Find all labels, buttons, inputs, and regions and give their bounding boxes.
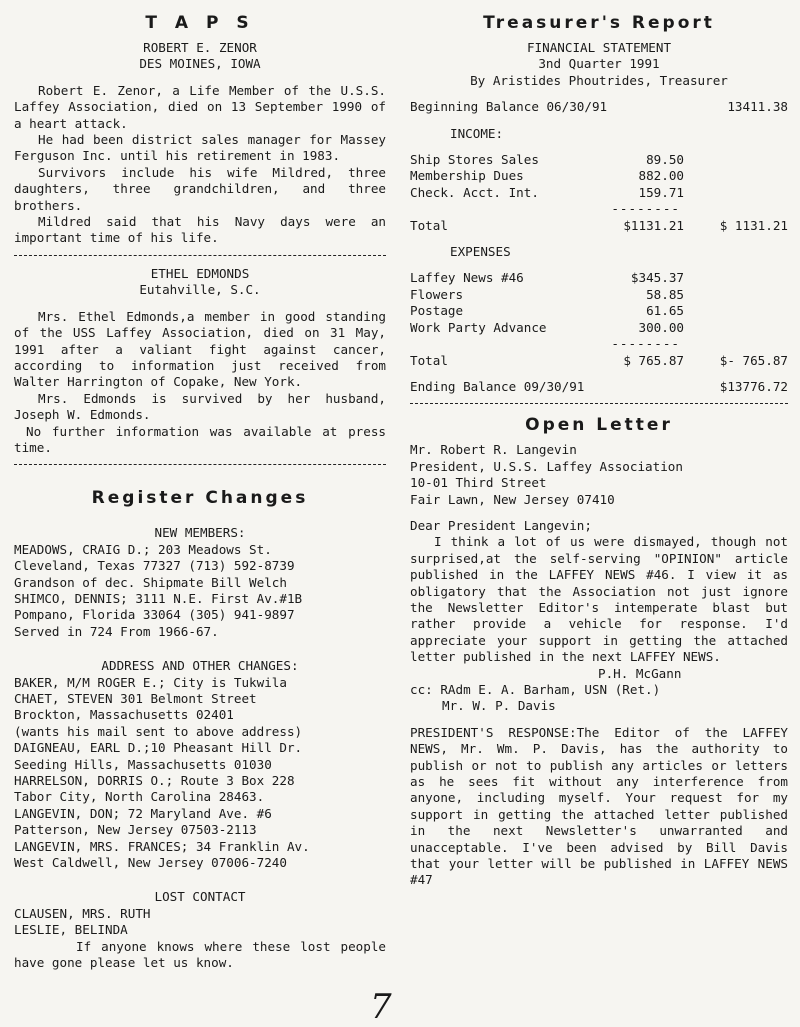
row-label: Ending Balance 09/30/91 xyxy=(410,378,585,394)
row-label: Work Party Advance xyxy=(410,319,547,335)
address-line: Mr. Robert R. Langevin xyxy=(410,442,577,458)
list-item: BAKER, M/M ROGER E.; City is Tukwila xyxy=(14,674,287,690)
row-value: 300.00 xyxy=(638,319,684,335)
zenor-name: ROBERT E. ZENOR xyxy=(143,40,257,55)
list-item: Seeding Hills, Massachusetts 01030 xyxy=(14,756,272,772)
edmonds-paragraph: Mrs. Ethel Edmonds,a member in good standing of the USS Laffey Association, died on 31 May, 1991 after a valiant fight against cancer, according to information just received from Walter Harrington of Copake, New York. xyxy=(14,308,386,390)
row-value: 58.85 xyxy=(646,286,684,302)
right-column xyxy=(410,10,788,889)
register-changes-heading: Register Changes xyxy=(91,488,309,509)
list-item: West Caldwell, New Jersey 07006-7240 xyxy=(14,855,287,871)
row-label: Flowers xyxy=(410,286,464,302)
treasurer-report-heading: Treasurer's Report xyxy=(483,13,715,33)
separator-line: -------- xyxy=(611,201,680,217)
row-value: 89.50 xyxy=(646,152,684,168)
open-letter-heading: Open Letter xyxy=(525,415,673,436)
beginning-balance-row xyxy=(410,99,788,115)
row-value: $345.37 xyxy=(630,270,684,286)
table-row xyxy=(410,320,788,336)
row-label: Ship Stores Sales xyxy=(410,152,539,168)
new-members-heading: NEW MEMBERS: xyxy=(154,525,246,541)
list-item: Grandson of dec. Shipmate Bill Welch xyxy=(14,574,287,590)
zenor-place: DES MOINES, IOWA xyxy=(139,56,261,72)
row-label: Laffey News #46 xyxy=(410,270,524,286)
address-line: Fair Lawn, New Jersey 07410 xyxy=(410,491,615,507)
list-item: (wants his mail sent to above address) xyxy=(14,723,303,739)
financial-statement-title: FINANCIAL STATEMENT xyxy=(526,40,672,55)
zenor-paragraph: Mildred said that his Navy days were an important time of his life. xyxy=(14,214,386,246)
row-label: Postage xyxy=(410,303,464,319)
edmonds-paragraph: Mrs. Edmonds is survived by her husband, Joseph W. Edmonds. xyxy=(14,390,386,423)
row-value: 61.65 xyxy=(646,303,684,319)
address-changes-heading: ADDRESS AND OTHER CHANGES: xyxy=(101,658,299,674)
table-row xyxy=(410,168,788,184)
taps-heading: T A P S xyxy=(145,13,255,33)
list-item: LANGEVIN, DON; 72 Maryland Ave. #6 xyxy=(14,805,272,821)
row-value: $1131.21 xyxy=(623,217,684,233)
quarter-line: 3nd Quarter 1991 xyxy=(538,56,660,72)
row-label: Beginning Balance 06/30/91 xyxy=(410,99,608,115)
list-item: LANGEVIN, MRS. FRANCES; 34 Franklin Av. xyxy=(14,838,310,854)
row-label: Total xyxy=(410,352,448,368)
list-item: CHAET, STEVEN 301 Belmont Street xyxy=(14,691,257,706)
row-value: 13411.38 xyxy=(727,99,788,115)
row-label: Check. Acct. Int. xyxy=(410,184,539,200)
zenor-paragraph: Survivors include his wife Mildred, three daughters, three grandchildren, and three brothers. xyxy=(14,164,386,213)
list-item: MEADOWS, CRAIG D.; 203 Meadows St. xyxy=(14,541,272,557)
list-item: CLAUSEN, MRS. RUTH xyxy=(14,905,151,921)
recipient-address xyxy=(410,442,788,508)
zenor-paragraph: Robert E. Zenor, a Life Member of the U.S.S. Laffey Association, died on 13 September 1990 of a heart attack. xyxy=(14,82,386,131)
edmonds-name: ETHEL EDMONDS xyxy=(150,265,250,281)
letter-body: I think a lot of us were dismayed, though not surprised,at the self-serving "OPINION" article published in the LAFFEY NEWS #46. I view it as obligatory that the Association not just ignore the Newsletter Editor's intemperate blast but rather provide a vehicle for response. I'd appreciate your support in getting the attached letter published in the next LAFFEY NEWS. xyxy=(410,534,788,665)
cc-line: cc: RAdm E. A. Barham, USN (Ret.) xyxy=(410,682,661,697)
presidents-response: PRESIDENT'S RESPONSE:The Editor of the LAFFEY NEWS, Mr. Wm. P. Davis, has the authority to publish or not to publish any articles or letters as he sees fit without any interference from anyone, including myself. Your request for my support in getting the attached letter published in the next Newsletter's unwarranted and unacceptable. I've been advised by Bill Davis that your letter will be published in LAFFEY NEWS #47 xyxy=(410,724,788,888)
list-item: DAIGNEAU, EARL D.;10 Pheasant Hill Dr. xyxy=(14,740,303,756)
lost-contact-heading: LOST CONTACT xyxy=(154,889,246,905)
list-item: HARRELSON, DORRIS O.; Route 3 Box 228 xyxy=(14,773,295,789)
divider xyxy=(410,403,788,404)
row-value: 159.71 xyxy=(638,184,684,200)
left-column xyxy=(14,10,386,972)
income-heading: INCOME: xyxy=(450,125,504,141)
table-row xyxy=(410,185,788,201)
list-item: Pompano, Florida 33064 (305) 941-9897 xyxy=(14,607,295,623)
table-row xyxy=(410,303,788,319)
treasurer-byline: By Aristides Phoutrides, Treasurer xyxy=(470,72,728,88)
new-members-list xyxy=(14,542,386,640)
table-row xyxy=(410,287,788,303)
row-label: Total xyxy=(410,217,448,233)
salutation: Dear President Langevin; xyxy=(410,517,592,533)
list-item: Served in 724 From 1966-67. xyxy=(14,623,219,639)
page-number: 7 xyxy=(370,987,392,1027)
edmonds-paragraph: No further information was available at press time. xyxy=(14,423,386,455)
list-item: SHIMCO, DENNIS; 3111 N.E. First Av.#1B xyxy=(14,590,303,606)
lost-contact-note: If anyone knows where these lost people have gone please let us know. xyxy=(14,938,386,971)
list-item: Patterson, New Jersey 07503-2113 xyxy=(14,822,257,838)
row-value: $13776.72 xyxy=(719,378,788,394)
separator-line: -------- xyxy=(611,336,680,352)
cc-line: Mr. W. P. Davis xyxy=(442,698,556,714)
letter-signer: P.H. McGann xyxy=(598,665,682,681)
table-row xyxy=(410,270,788,286)
row-value: 882.00 xyxy=(638,168,684,184)
row-total: $- 765.87 xyxy=(719,352,788,368)
row-label: Membership Dues xyxy=(410,168,524,184)
table-row xyxy=(410,152,788,168)
zenor-paragraph: He had been district sales manager for Massey Ferguson Inc. until his retirement in 1983. xyxy=(14,132,386,164)
address-line: 10-01 Third Street xyxy=(410,475,547,491)
address-line: President, U.S.S. Laffey Association xyxy=(410,458,683,474)
ending-balance-row xyxy=(410,379,788,395)
income-total-row xyxy=(410,218,788,234)
expenses-heading: EXPENSES xyxy=(450,244,511,260)
list-item: Tabor City, North Carolina 28463. xyxy=(14,789,265,805)
address-changes-list xyxy=(14,675,386,872)
list-item: LESLIE, BELINDA xyxy=(14,922,128,938)
list-item: Cleveland, Texas 77327 (713) 592-8739 xyxy=(14,558,295,574)
divider xyxy=(14,464,386,465)
expense-total-row xyxy=(410,353,788,369)
row-value: $ 765.87 xyxy=(623,352,684,368)
row-total: $ 1131.21 xyxy=(719,217,788,233)
list-item: Brockton, Massachusetts 02401 xyxy=(14,707,234,723)
divider xyxy=(14,255,386,256)
edmonds-place: Eutahville, S.C. xyxy=(139,282,261,298)
